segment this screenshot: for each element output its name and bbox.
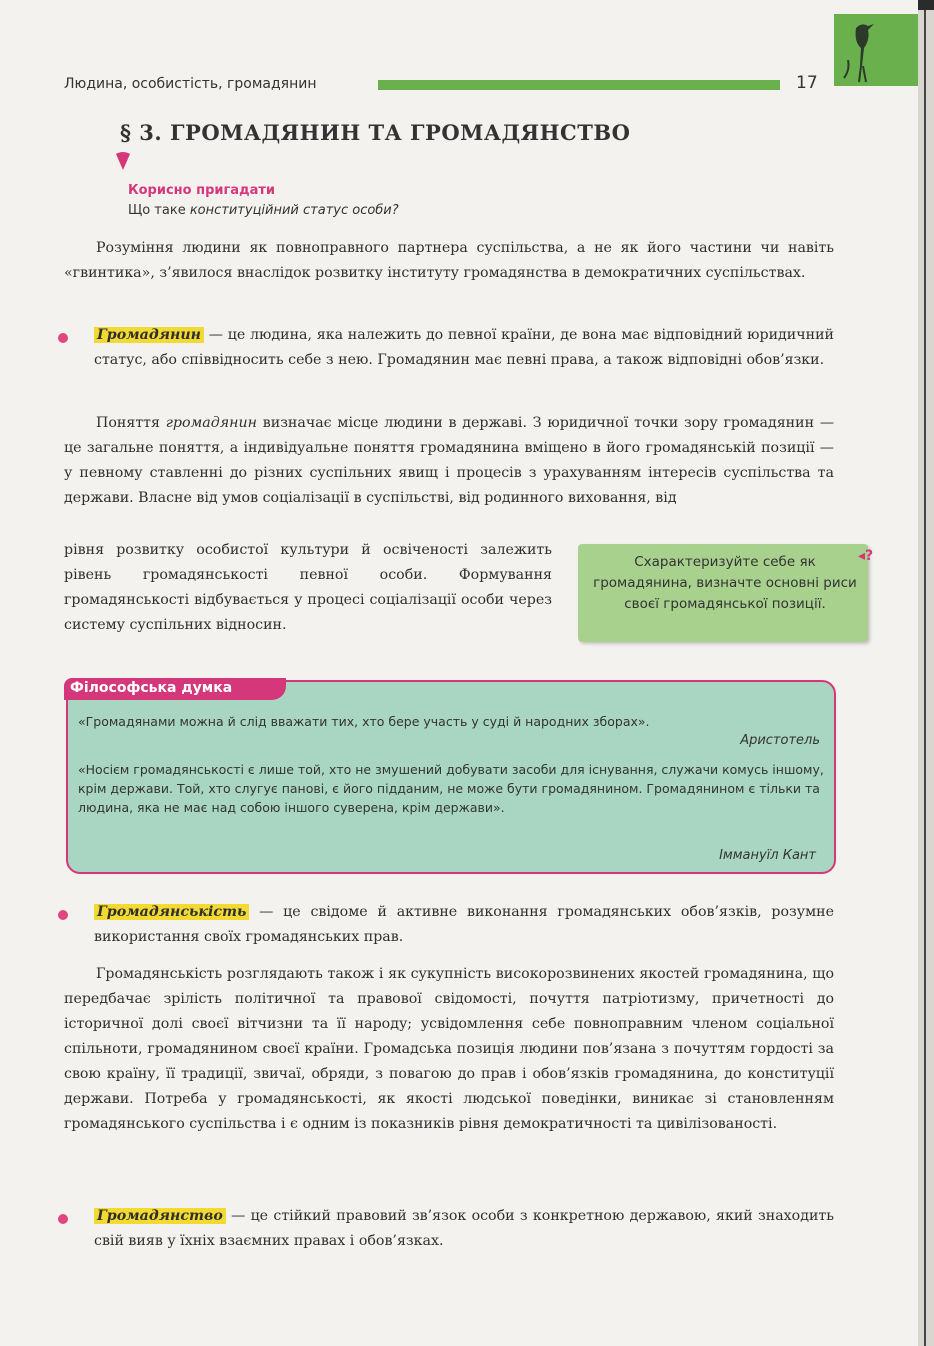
bullet-marker: [58, 1214, 68, 1224]
definition-civicness: Громадянськість — це свідоме й активне виконання громадянських обов’язків, розумне використання своїх громадянських прав.: [94, 904, 834, 945]
question-text: Схарактеризуйте себе як громадянина, визначте основні риси своєї громадянської позиції.: [593, 554, 857, 612]
term-citizen: Громадянин: [94, 327, 204, 343]
spine-line: [924, 10, 926, 1346]
definition-citizen: Громадянин — це людина, яка належить до певної країни, де вона має відповідний юридичний статус, або співвідносить себе з нею. Громадянин має певні права, а також відповідні обов’язки.: [94, 327, 834, 368]
remember-question: Що таке конституційний статус особи?: [128, 203, 399, 218]
civicness-paragraph: Громадянськість розглядають також і як сукупність високорозвинених якостей громадянина, що передбачає зрілість політичної та правової свідомості, почуття патріотизму, причетності до історичної долі своєї вітчизни та її народу; усвідомлення себе повноправним членом соціальної спільноти, громадянином своєї країни. Громадська позиція людини пов’язана з почуттям гордості за свою країну, її традиції, звичаї, обряди, з повагою до прав і обов’язків громадянина, до конституції держави. Потреба у громадянськості, як якості людської поведінки, виникає зі становленням громадянського суспільства і є одним із показників рівня демократичності та цивілізованості.: [64, 966, 834, 1132]
intro-paragraph: Розуміння людини як повноправного партнера суспільства, а не як його частини чи навіть «гвинтика», з’явилося внаслідок розвитку інституту громадянства в демократичних суспільствах.: [64, 240, 834, 281]
philosophy-label: Філософська думка: [70, 680, 233, 696]
term-citizenship: Громадянство: [94, 1208, 226, 1224]
page-number: 17: [796, 73, 818, 93]
term-civicness: Громадянськість: [94, 904, 249, 920]
header-bar: [378, 80, 780, 90]
author-aristotle: Аристотель: [740, 733, 820, 748]
author-kant: Іммануїл Кант: [719, 848, 816, 863]
section-header-label: Людина, особистість, громадянин: [64, 76, 317, 92]
bullet-marker: [58, 333, 68, 343]
question-box: [578, 544, 868, 642]
page-spine: [918, 10, 934, 1346]
corner-decoration: [834, 14, 918, 86]
quote-kant: «Носієм громадянськості є лише той, хто не змушений добувати засоби для існування, служачи комусь іншому, крім держави. Той, хто слугує панові, є його підданим, не може бути громадянином. Громадянином є тільки та людина, яка не має над собою іншого суверена, крім держави».: [78, 762, 824, 815]
definition-citizenship: Громадянство — це стійкий правовий зв’язок особи з конкретною державою, який знаходить свій вияв у їхніх взаємних правах і обов’язках.: [94, 1208, 834, 1249]
question-mark-icon: ◂?: [858, 548, 874, 564]
citizenship-formation-paragraph: рівня розвитку особистої культури й освіченості залежить рівень громадянськості певної особи. Формування громадянськості відбувається у процесі соціалізації особи через систему суспільних відносин.: [64, 542, 552, 633]
quote-aristotle: «Громадянами можна й слід вважати тих, хто бере участь у суді й народних зборах».: [78, 714, 650, 729]
heart-marker-icon: [114, 150, 132, 172]
heron-icon: [840, 18, 884, 84]
section-title: § 3. ГРОМАДЯНИН ТА ГРОМАДЯНСТВО: [120, 120, 631, 145]
remember-label: Корисно пригадати: [128, 183, 275, 198]
bullet-marker: [58, 910, 68, 920]
citizen-concept-paragraph: Поняття громадянин визначає місце людини в державі. З юридичної точки зору громадянин — це загальне поняття, а індивідуальне поняття громадянина вміщено в його громадянській позиції — у певному ставленні до різних суспільних явищ і процесів з урахуванням інтересів суспільства та держави. Власне від умов соціалізації в суспільстві, від родинного виховання, від: [64, 415, 835, 506]
